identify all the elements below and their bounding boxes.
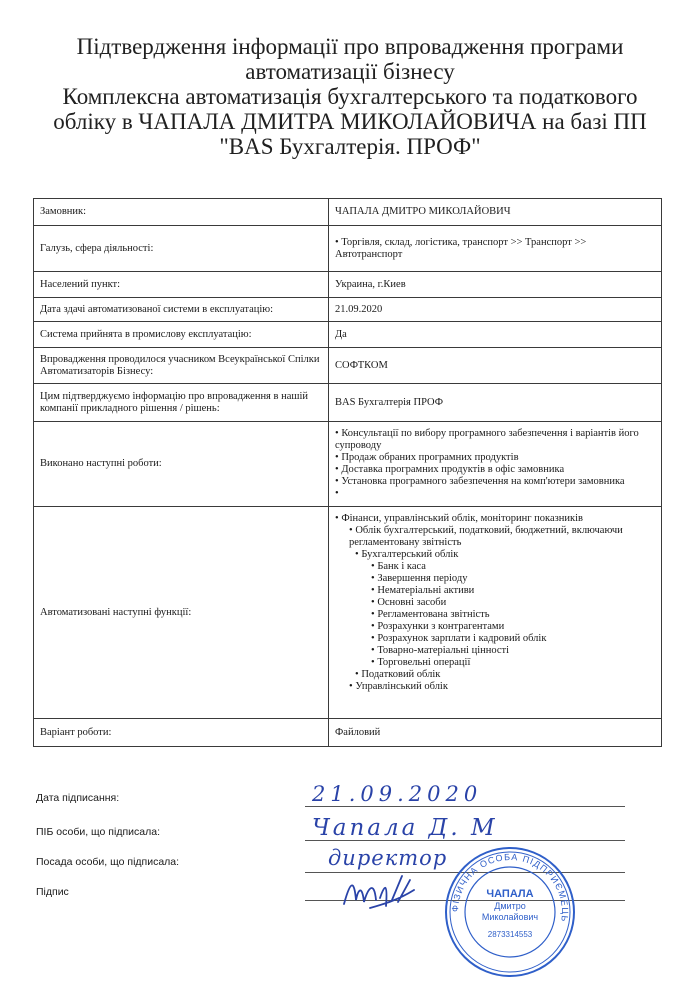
implementer-value: СОФТКОМ <box>329 348 662 384</box>
stamp-code: 2873314553 <box>487 930 533 939</box>
list-item: • Торговельні операції <box>335 657 655 669</box>
list-item: • Основні засоби <box>335 597 655 609</box>
sign-date-line <box>305 806 625 807</box>
table-row <box>34 719 662 747</box>
date-label: Дата здачі автоматизованої системи в експлуатацію: <box>34 298 329 322</box>
list-item: • Банк і каса <box>335 561 655 573</box>
table-row <box>34 507 662 719</box>
list-item <box>335 488 655 500</box>
table-row <box>34 384 662 422</box>
title-line: Комплексна автоматизація бухгалтерського та податкового <box>62 84 638 109</box>
industry-label: Галузь, сфера діяльності: <box>34 226 329 272</box>
signer-name-label: ПІБ особи, що підписала: <box>36 826 160 838</box>
handwritten-signature-icon <box>340 870 420 912</box>
stamp-patronymic: Миколайович <box>481 912 539 922</box>
functions-list <box>335 513 655 693</box>
variant-label: Варіант роботи: <box>34 719 329 747</box>
signer-position-handwriting: директор <box>328 846 448 870</box>
list-item: • Консультації по вибору програмного забезпечення і варіантів його супроводу <box>335 428 655 452</box>
industry-value: • Торгівля, склад, логістика, транспорт >> Транспорт >> Автотранспорт <box>329 226 662 272</box>
list-item: • Управлінський облік <box>335 681 655 693</box>
customer-label: Замовник: <box>34 199 329 226</box>
list-item: • Фінанси, управлінський облік, моніторинг показників <box>335 513 655 525</box>
functions-label: Автоматизовані наступні функції: <box>34 507 329 719</box>
variant-value: Файловий <box>329 719 662 747</box>
signature-label: Підпис <box>36 886 69 898</box>
company-stamp-icon <box>443 845 577 979</box>
solution-label: Цим підтверджуємо інформацію про впровадження в нашій компанії прикладного рішення / рішень: <box>34 384 329 422</box>
table-row <box>34 422 662 507</box>
list-item: • Регламентована звітність <box>335 609 655 621</box>
works-label: Виконано наступні роботи: <box>34 422 329 507</box>
sign-date-handwriting: 21.09.2020 <box>312 782 483 806</box>
title-line: "BAS Бухгалтерія. ПРОФ" <box>219 134 481 159</box>
title-line: Підтвердження інформації про впровадження програми <box>76 34 624 59</box>
table-row <box>34 226 662 272</box>
solution-value: BAS Бухгалтерія ПРОФ <box>329 384 662 422</box>
list-item: • Товарно-матеріальні цінності <box>335 645 655 657</box>
list-item: • Нематеріальні активи <box>335 585 655 597</box>
city-label: Населений пункт: <box>34 272 329 298</box>
table-row <box>34 298 662 322</box>
industrial-label: Система прийнята в промислову експлуатацію: <box>34 322 329 348</box>
sign-date-label: Дата підписання: <box>36 792 120 804</box>
list-item: • Розрахунки з контрагентами <box>335 621 655 633</box>
signer-position-label: Посада особи, що підписала: <box>36 856 180 868</box>
list-item: • Доставка програмних продуктів в офіс замовника <box>335 464 655 476</box>
stamp-first-name: Дмитро <box>494 901 526 911</box>
title-line: автоматизації бізнесу <box>245 59 455 84</box>
works-list <box>335 428 655 500</box>
table-row <box>34 199 662 226</box>
functions-cell <box>329 507 662 719</box>
title-line: обліку в ЧАПАЛА ДМИТРА МИКОЛАЙОВИЧА на базі ПП <box>53 109 647 134</box>
info-table <box>33 198 662 747</box>
customer-value: ЧАПАЛА ДМИТРО МИКОЛАЙОВИЧ <box>329 199 662 226</box>
stamp-ring-text: ФІЗИЧНА ОСОБА ПІДПРИЄМЕЦЬ <box>449 851 571 924</box>
signer-name-handwriting: Чапала Д. М <box>312 815 498 841</box>
table-row <box>34 272 662 298</box>
date-value: 21.09.2020 <box>329 298 662 322</box>
list-item: • Податковий облік <box>335 669 655 681</box>
industrial-value: Да <box>329 322 662 348</box>
table-row <box>34 348 662 384</box>
list-item: • Продаж обраних програмних продуктів <box>335 452 655 464</box>
list-item: • Установка програмного забезпечення на комп'ютери замовника <box>335 476 655 488</box>
table-row <box>34 322 662 348</box>
implementer-label: Впровадження проводилося учасником Всеукраїнської Спілки Автоматизаторів Бізнесу: <box>34 348 329 384</box>
list-item: • Завершення періоду <box>335 573 655 585</box>
list-item: • Облік бухгалтерський, податковий, бюджетний, включаючи регламентовану звітність <box>335 525 655 549</box>
list-item: • Розрахунок зарплати і кадровий облік <box>335 633 655 645</box>
works-cell <box>329 422 662 507</box>
list-item: • Бухгалтерський облік <box>335 549 655 561</box>
city-value: Украина, г.Киев <box>329 272 662 298</box>
document-title <box>40 34 660 159</box>
stamp-name: ЧАПАЛА <box>486 888 534 900</box>
